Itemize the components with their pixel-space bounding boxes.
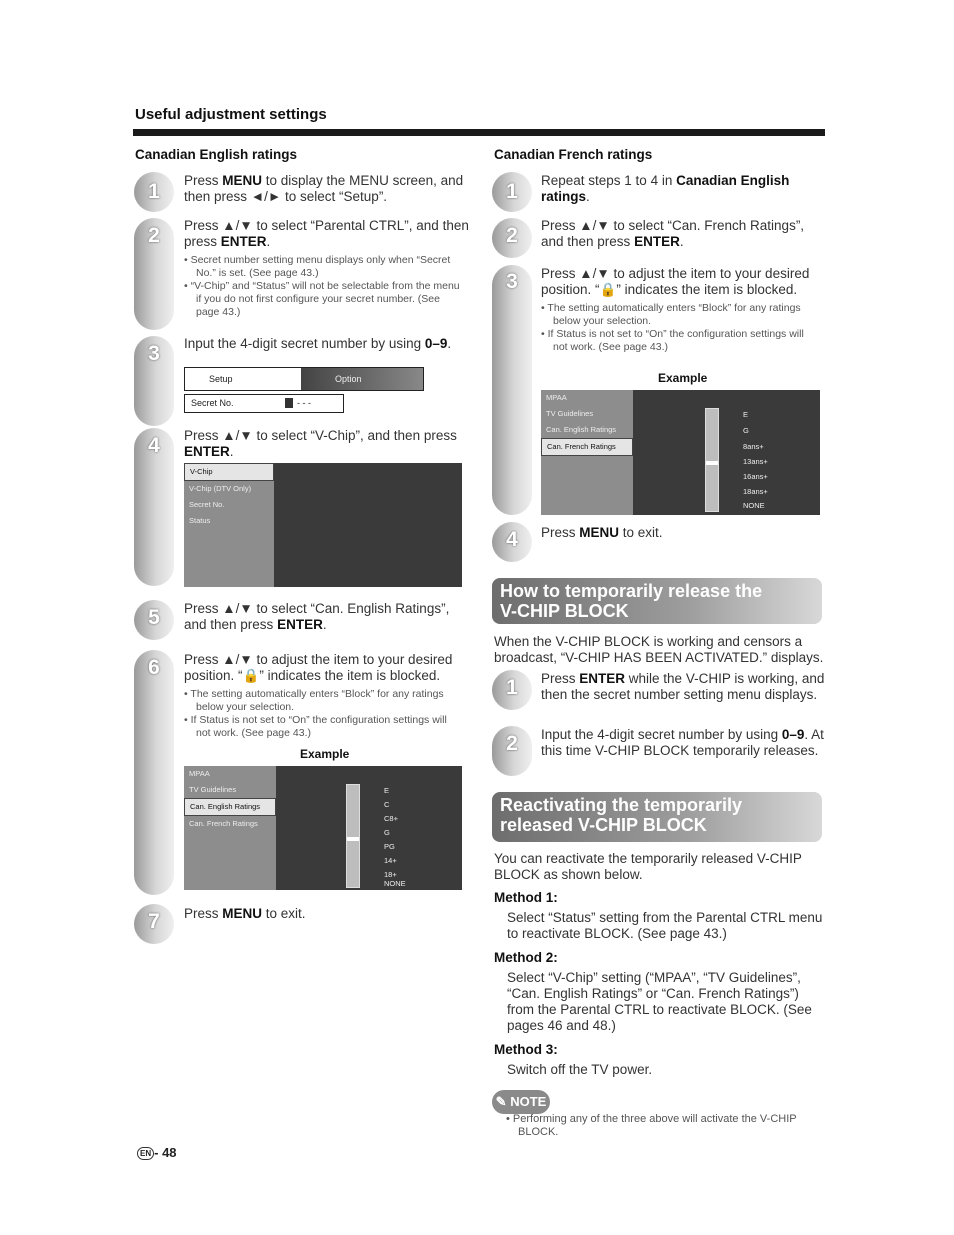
rating-slider bbox=[705, 408, 719, 512]
option-tab: Option bbox=[301, 368, 423, 390]
lang-badge: EN bbox=[137, 1147, 154, 1160]
rating-value: 18+ bbox=[384, 870, 397, 879]
rating-value: C bbox=[384, 800, 390, 809]
step-number: 2 bbox=[506, 732, 518, 755]
menu-item: Can. English Ratings bbox=[184, 798, 276, 816]
step-number: 3 bbox=[148, 342, 160, 365]
rating-value: E bbox=[384, 786, 390, 795]
step-text: Press MENU to exit. bbox=[184, 906, 306, 921]
method-title: Method 2: bbox=[494, 950, 558, 965]
vchip-menu-screen bbox=[184, 463, 462, 587]
section-rule bbox=[133, 129, 825, 136]
setup-tab: Setup bbox=[185, 368, 301, 390]
step-bullets: • Secret number setting menu displays only when “Secret No.” is set. (See page 43.) • “V-Chip” and “Status” will not be selectable from the menu if you do not first configure your secret number. (See page 43.) bbox=[184, 254, 460, 318]
step-text: Press MENU to exit. bbox=[541, 525, 663, 540]
method-title: Method 1: bbox=[494, 890, 558, 905]
rating-slider bbox=[346, 784, 360, 888]
method-title: Method 3: bbox=[494, 1042, 558, 1057]
note-badge: ✎ NOTE bbox=[492, 1090, 550, 1114]
rating-value: 13ans+ bbox=[743, 457, 768, 466]
secret-no-field: Secret No. - - - bbox=[184, 394, 344, 413]
step-badge bbox=[134, 650, 174, 895]
rating-value: C8+ bbox=[384, 814, 398, 823]
left-heading: Canadian English ratings bbox=[135, 147, 298, 162]
menu-item: Secret No. bbox=[189, 500, 225, 509]
menu-item: TV Guidelines bbox=[189, 785, 237, 794]
step-number: 7 bbox=[148, 910, 160, 933]
rating-value: G bbox=[743, 426, 749, 435]
menu-item: V-Chip bbox=[184, 463, 274, 481]
right-heading: Canadian French ratings bbox=[494, 147, 653, 162]
reactivate-intro: You can reactivate the temporarily released V-CHIP BLOCK as shown below. bbox=[494, 851, 802, 882]
slider-thumb bbox=[347, 837, 359, 841]
step-bullets: • The setting automatically enters “Block” for any ratings below your selection. • If Status is not set to “On” the configuration settings will not work. (See page 43.) bbox=[541, 302, 804, 353]
release-banner: How to temporarily release the V-CHIP BLOCK bbox=[492, 578, 822, 624]
method-text: Select “V-Chip” setting (“MPAA”, “TV Guidelines”, “Can. English Ratings” or “Can. French Ratings”) from the Parental CTRL to reactivate BLOCK. (See pages 46 and 48.) bbox=[507, 970, 812, 1033]
step-text: Press ▲/▼ to select “Parental CTRL”, and then press ENTER. bbox=[184, 218, 469, 249]
rating-value: 16ans+ bbox=[743, 472, 768, 481]
step-text: Press ▲/▼ to adjust the item to your desired position. “🔒” indicates the item is blocked. bbox=[184, 652, 453, 683]
menu-item: MPAA bbox=[546, 393, 567, 402]
section-title: Useful adjustment settings bbox=[135, 106, 327, 123]
step-text: Press ▲/▼ to select “Can. English Ratings”, and then press ENTER. bbox=[184, 601, 450, 632]
step-text: Input the 4-digit secret number by using 0–9. At this time V-CHIP BLOCK temporarily releases. bbox=[541, 727, 824, 758]
method-text: Select “Status” setting from the Parental CTRL menu to reactivate BLOCK. (See page 43.) bbox=[507, 910, 823, 941]
menu-item: V-Chip (DTV Only) bbox=[189, 484, 252, 493]
step-number: 4 bbox=[148, 434, 160, 457]
step-text: Press ▲/▼ to select “V-Chip”, and then press ENTER. bbox=[184, 428, 457, 459]
menu-item: MPAA bbox=[189, 769, 210, 778]
example-label: Example bbox=[658, 371, 708, 385]
rating-value: 8ans+ bbox=[743, 442, 764, 451]
menu-list bbox=[184, 766, 276, 890]
menu-item: Can. French Ratings bbox=[541, 438, 633, 456]
note-text: • Performing any of the three above will activate the V-CHIP BLOCK. bbox=[506, 1113, 797, 1138]
step-text: Press ▲/▼ to adjust the item to your desired position. “🔒” indicates the item is blocked. bbox=[541, 266, 810, 297]
step-number: 2 bbox=[148, 224, 160, 247]
step-badge bbox=[492, 265, 532, 515]
step-text: Press MENU to display the MENU screen, and then press ◄/► to select “Setup”. bbox=[184, 173, 464, 204]
rating-value: 18ans+ bbox=[743, 487, 768, 496]
rating-value: PG bbox=[384, 842, 395, 851]
menu-item: Can. English Ratings bbox=[546, 425, 617, 434]
slider-thumb bbox=[706, 461, 718, 465]
menu-item: Can. French Ratings bbox=[189, 819, 258, 828]
step-bullets: • The setting automatically enters “Block” for any ratings below your selection. • If Status is not set to “On” the configuration settings will not work. (See page 43.) bbox=[184, 688, 447, 739]
menu-list bbox=[184, 463, 274, 587]
step-number: 3 bbox=[506, 270, 518, 293]
step-number: 5 bbox=[148, 606, 160, 629]
step-number: 6 bbox=[148, 656, 160, 679]
example-label: Example bbox=[300, 747, 350, 761]
step-text: Input the 4-digit secret number by using 0–9. bbox=[184, 336, 452, 351]
step-number: 4 bbox=[506, 528, 518, 551]
menu-item: Status bbox=[189, 516, 211, 525]
ratings-menu-screen bbox=[184, 766, 462, 890]
method-text: Switch off the TV power. bbox=[507, 1062, 653, 1077]
rating-value: E bbox=[743, 410, 749, 419]
rating-value: NONE bbox=[743, 501, 765, 510]
note-icon: ✎ bbox=[495, 1094, 511, 1109]
rating-value: NONE bbox=[384, 879, 406, 888]
release-intro: When the V-CHIP BLOCK is working and censors a broadcast, “V-CHIP HAS BEEN ACTIVATED.” displays. bbox=[494, 634, 824, 665]
step-text: Press ENTER while the V-CHIP is working, and then the secret number setting menu displays. bbox=[541, 671, 825, 702]
rating-value: G bbox=[384, 828, 390, 837]
reactivate-banner: Reactivating the temporarily released V-CHIP BLOCK bbox=[492, 792, 822, 842]
cursor-block bbox=[285, 398, 293, 408]
menu-item: TV Guidelines bbox=[546, 409, 594, 418]
step-text: Press ▲/▼ to select “Can. French Ratings”, and then press ENTER. bbox=[541, 218, 805, 249]
ratings-menu-screen bbox=[541, 390, 820, 515]
menu-list bbox=[541, 390, 633, 515]
step-number: 2 bbox=[506, 224, 518, 247]
setup-menu-bar bbox=[184, 367, 424, 391]
rating-value: 14+ bbox=[384, 856, 397, 865]
step-number: 1 bbox=[506, 180, 518, 203]
step-number: 1 bbox=[148, 180, 160, 203]
step-number: 1 bbox=[506, 676, 518, 699]
page-number: EN - 48 bbox=[137, 1145, 177, 1160]
step-text: Repeat steps 1 to 4 in Canadian English ratings. bbox=[541, 173, 790, 204]
